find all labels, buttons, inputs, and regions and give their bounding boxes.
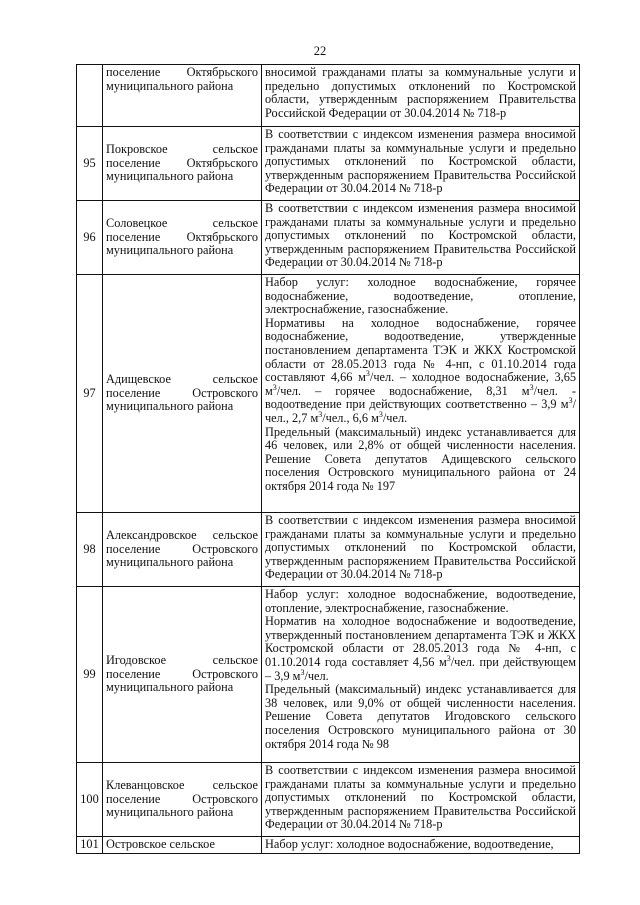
settlement-name: Александровское сельское поселение Островского муниципального района xyxy=(103,513,262,587)
row-number: 95 xyxy=(77,127,103,201)
settlement-name: Адищевское сельское поселение Островского муниципального района xyxy=(103,275,262,513)
table-row xyxy=(77,587,580,763)
table-row xyxy=(77,127,580,201)
row-number: 96 xyxy=(77,201,103,275)
table-row xyxy=(77,65,580,127)
table-row xyxy=(77,513,580,587)
row-number: 99 xyxy=(77,587,103,763)
row-number: 101 xyxy=(77,837,103,854)
row-description: вносимой гражданами платы за коммунальные услуги и предельно допустимых отклонений по Костромской области, утвержденным распоряжением Правительства Российской Федерации от 30.04.2014 № 718-р xyxy=(262,65,580,127)
row-number xyxy=(77,65,103,127)
table-row xyxy=(77,763,580,837)
norms-text: Норматив на холодное водоснабжение и водоотведение, утвержденный постановлением департамента ТЭК и ЖКХ Костромской области от 28.05.2013 года № 4-нп, с 01.10.2014 года составляет 4,56 $м^3$/чел. при действующем – 3,9 $м^3$/чел. xyxy=(265,614,576,683)
norms-text: Нормативы на холодное водоснабжение, горячее водоснабжение, водоотведение, утвержденные постановлением департамента ТЭК и ЖКХ Костромской области от 28.05.2013 года № 4-нп, с 01.10.2014 года составляют 4,66 $м^3$/чел. – холодное водоснабжение, 3,65 $м^3$/чел. – горячее водоснабжение, 8,31 $м^3$/чел. - водоотведение при действующих соответственно – 3,9 $м^3$/чел., 2,7 $м^3$/чел., 6,6 $м^3$/чел. xyxy=(265,315,577,425)
table-row xyxy=(77,275,580,513)
row-description: В соответствии с индексом изменения размера вносимой гражданами платы за коммунальные услуги и предельно допустимых отклонений по Костромской области, утвержденным распоряжением Правительства Российской Федерации от 30.04.2014 № 718-р xyxy=(262,127,580,201)
row-description: Набор услуг: холодное водоснабжение, водоотведение, xyxy=(262,837,580,854)
settlement-name: Покровское сельское поселение Октябрьского муниципального района xyxy=(103,127,262,201)
row-number: 98 xyxy=(77,513,103,587)
index-decision-text: Предельный (максимальный) индекс устанавливается для 46 человек, или 2,8% от общей численности населения. Решение Совета депутатов Адищевского сельского поселения Островского муниципального района от 24 октября 2014 года № 197 xyxy=(265,424,576,493)
row-description: В соответствии с индексом изменения размера вносимой гражданами платы за коммунальные услуги и предельно допустимых отклонений по Костромской области, утвержденным распоряжением Правительства Российской Федерации от 30.04.2014 № 718-р xyxy=(262,201,580,275)
settlement-name: Соловецкое сельское поселение Октябрьского муниципального района xyxy=(103,201,262,275)
row-description xyxy=(262,275,580,513)
table-row xyxy=(77,837,580,854)
row-description: В соответствии с индексом изменения размера вносимой гражданами платы за коммунальные услуги и предельно допустимых отклонений по Костромской области, утвержденным распоряжением Правительства Российской Федерации от 30.04.2014 № 718-р xyxy=(262,763,580,837)
services-set-text: Набор услуг: холодное водоснабжение, водоотведение, отопление, электроснабжение, газоснабжение. xyxy=(265,587,576,615)
settlement-name: Клеванцовское сельское поселение Островского муниципального района xyxy=(103,763,262,837)
page-number: 22 xyxy=(313,44,327,58)
row-description xyxy=(262,587,580,763)
services-table xyxy=(76,64,580,854)
table-row xyxy=(77,201,580,275)
settlement-name: Островское сельское xyxy=(103,837,262,854)
row-number: 100 xyxy=(77,763,103,837)
settlement-name: Игодовское сельское поселение Островского муниципального района xyxy=(103,587,262,763)
settlement-name: поселение Октябрьского муниципального района xyxy=(103,65,262,127)
index-decision-text: Предельный (максимальный) индекс устанавливается для 38 человек, или 9,0% от общей численности населения. Решение Совета депутатов Игодовского сельского поселения Островского муниципального района от 30 октября 2014 года № 98 xyxy=(265,682,576,751)
row-number: 97 xyxy=(77,275,103,513)
row-description: В соответствии с индексом изменения размера вносимой гражданами платы за коммунальные услуги и предельно допустимых отклонений по Костромской области, утвержденным распоряжением Правительства Российской Федерации от 30.04.2014 № 718-р xyxy=(262,513,580,587)
services-set-text: Набор услуг: холодное водоснабжение, горячее водоснабжение, водоотведение, отопление, электроснабжение, газоснабжение. xyxy=(265,275,576,317)
